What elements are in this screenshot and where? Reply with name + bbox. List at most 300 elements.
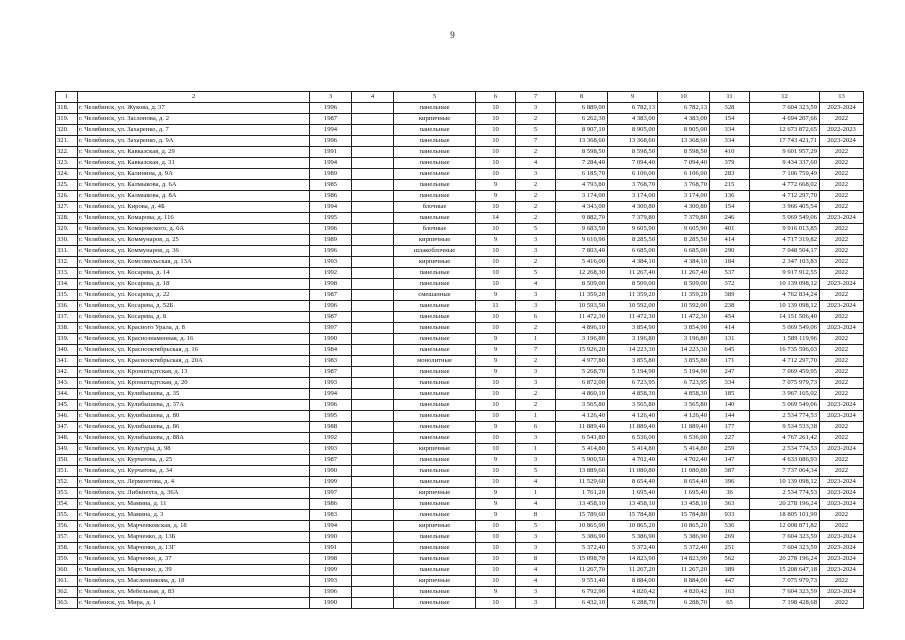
living-area-cell: 3 196,80 [608,334,658,345]
address-cell: г. Челябинск, ул. Мамина, д. 11 [78,499,310,510]
address-cell: г. Челябинск, ул. Кулибышева, д. 86 [78,422,310,433]
total-area-cell: 4 126,40 [556,411,608,422]
table-row [56,180,864,191]
address-cell: г. Челябинск, ул. Комаровского, д. 6А [78,224,310,235]
residents-cell: 215 [710,180,750,191]
residential-area-cell: 10 592,00 [658,301,710,312]
num-cell: 326. [56,191,78,202]
cost-cell: 10 139 098,12 [750,279,820,290]
table-row [56,301,864,312]
num-cell: 338. [56,323,78,334]
table-row [56,169,864,180]
residents-cell: 334 [710,125,750,136]
living-area-cell: 8 509,00 [608,279,658,290]
num-cell: 350. [56,455,78,466]
residents-cell: 379 [710,158,750,169]
total-area-cell: 6 872,00 [556,378,608,389]
entrances-cell: 3 [516,246,556,257]
period-cell: 2023-2024 [820,477,864,488]
residents-cell: 171 [710,356,750,367]
header-cell-13: 13 [820,92,864,103]
table-row [56,191,864,202]
floors-cell: 10 [476,521,516,532]
period-cell: 2022 [820,510,864,521]
table-row [56,136,864,147]
period-cell: 2022 [820,598,864,609]
blank-cell [352,114,394,125]
cost-cell: 2 534 774,53 [750,444,820,455]
num-cell: 324. [56,169,78,180]
num-cell: 357. [56,532,78,543]
entrances-cell: 3 [516,433,556,444]
period-cell: 2022 [820,158,864,169]
residential-area-cell: 8 905,00 [658,125,710,136]
residential-area-cell: 11 267,40 [658,268,710,279]
total-area-cell: 11 529,60 [556,477,608,488]
floors-cell: 9 [476,345,516,356]
floors-cell: 10 [476,444,516,455]
num-cell: 318. [56,103,78,114]
period-cell: 2023-2024 [820,565,864,576]
blank-cell [352,587,394,598]
residents-cell: 414 [710,323,750,334]
year-cell: 1995 [310,411,352,422]
total-area-cell: 5 268,70 [556,367,608,378]
wall-material-cell: панельные [394,466,476,477]
cost-cell: 10 139 098,12 [750,477,820,488]
address-cell: г. Челябинск, ул. Заслонова, д. 2 [78,114,310,125]
blank-cell [352,301,394,312]
year-cell: 1989 [310,235,352,246]
header-cell-8: 8 [556,92,608,103]
living-area-cell: 14 223,30 [608,345,658,356]
year-cell: 1990 [310,532,352,543]
residential-area-cell: 3 854,90 [658,323,710,334]
num-cell: 334. [56,279,78,290]
num-cell: 347. [56,422,78,433]
year-cell: 1990 [310,598,352,609]
address-cell: г. Челябинск, ул. Коммунаров, д. 25 [78,235,310,246]
entrances-cell: 5 [516,125,556,136]
wall-material-cell: панельные [394,180,476,191]
period-cell: 2023-2024 [820,554,864,565]
table-row [56,356,864,367]
table-row [56,147,864,158]
period-cell: 2022 [820,356,864,367]
year-cell: 1998 [310,279,352,290]
num-cell: 337. [56,312,78,323]
wall-material-cell: панельные [394,312,476,323]
header-cell-9: 9 [608,92,658,103]
entrances-cell: 8 [516,554,556,565]
period-cell: 2022 [820,224,864,235]
total-area-cell: 6 262,30 [556,114,608,125]
residential-area-cell: 14 823,90 [658,554,710,565]
total-area-cell: 5 900,50 [556,455,608,466]
residential-area-cell: 7 094,40 [658,158,710,169]
residents-cell: 65 [710,598,750,609]
address-cell: г. Челябинск, ул. Красноoктябрьская, д. 16 [78,345,310,356]
period-cell: 2022 [820,114,864,125]
num-cell: 361. [56,576,78,587]
num-cell: 344. [56,389,78,400]
address-cell: г. Челябинск, ул. Краснознаменная, д. 16 [78,334,310,345]
blank-cell [352,378,394,389]
floors-cell: 10 [476,378,516,389]
entrances-cell: 3 [516,532,556,543]
living-area-cell: 11 267,20 [608,565,658,576]
table-row [56,279,864,290]
residential-area-cell: 4 300,80 [658,202,710,213]
floors-cell: 10 [476,400,516,411]
address-cell: г. Челябинск, ул. Кавказская, д. 31 [78,158,310,169]
period-cell: 2022 [820,367,864,378]
cost-cell: 2 347 103,83 [750,257,820,268]
wall-material-cell: панельные [394,411,476,422]
header-cell-5: 5 [394,92,476,103]
wall-material-cell: кирпичные [394,257,476,268]
wall-material-cell: кирпичные [394,521,476,532]
cost-cell: 5 069 549,06 [750,213,820,224]
table-row [56,334,864,345]
residents-cell: 387 [710,466,750,477]
blank-cell [352,367,394,378]
floors-cell: 9 [476,455,516,466]
residential-area-cell: 5 414,80 [658,444,710,455]
entrances-cell: 2 [516,257,556,268]
living-area-cell: 10 865,20 [608,521,658,532]
period-cell: 2022-2023 [820,125,864,136]
cost-cell: 5 069 549,06 [750,400,820,411]
year-cell: 1996 [310,136,352,147]
entrances-cell: 5 [516,466,556,477]
blank-cell [352,323,394,334]
table-row [56,499,864,510]
num-cell: 354. [56,499,78,510]
table-row [56,158,864,169]
living-area-cell: 7 379,80 [608,213,658,224]
wall-material-cell: кирпичные [394,488,476,499]
floors-cell: 10 [476,411,516,422]
period-cell: 2023-2024 [820,444,864,455]
table-row [56,411,864,422]
period-cell: 2022 [820,235,864,246]
residents-cell: 290 [710,246,750,257]
address-cell: г. Челябинск, ул. Калинина, д. 9А [78,169,310,180]
living-area-cell: 13 368,60 [608,136,658,147]
total-area-cell: 13 458,10 [556,499,608,510]
num-cell: 359. [56,554,78,565]
year-cell: 1987 [310,455,352,466]
living-area-cell: 8 905,00 [608,125,658,136]
living-area-cell: 11 267,40 [608,268,658,279]
entrances-cell: 5 [516,268,556,279]
residential-area-cell: 10 865,20 [658,521,710,532]
wall-material-cell: панельные [394,191,476,202]
living-area-cell: 5 372,40 [608,543,658,554]
table-row [56,565,864,576]
entrances-cell: 3 [516,290,556,301]
table-row [56,510,864,521]
table-row [56,554,864,565]
address-cell: г. Челябинск, ул. Косарева, д. 14 [78,268,310,279]
wall-material-cell: панельные [394,543,476,554]
living-area-cell: 3 174,00 [608,191,658,202]
entrances-cell: 2 [516,191,556,202]
year-cell: 1984 [310,345,352,356]
entrances-cell: 4 [516,279,556,290]
table-row [56,323,864,334]
wall-material-cell: панельные [394,455,476,466]
year-cell: 1995 [310,213,352,224]
total-area-cell: 11 359,20 [556,290,608,301]
blank-cell [352,565,394,576]
residents-cell: 389 [710,290,750,301]
num-cell: 325. [56,180,78,191]
entrances-cell: 2 [516,389,556,400]
year-cell: 1993 [310,378,352,389]
residents-cell: 185 [710,389,750,400]
year-cell: 1994 [310,125,352,136]
residents-cell: 363 [710,499,750,510]
blank-cell [352,389,394,400]
total-area-cell: 7 803,40 [556,246,608,257]
address-cell: г. Челябинск, ул. Калмыкова, д. 8А [78,191,310,202]
entrances-cell: 6 [516,422,556,433]
blank-cell [352,532,394,543]
residential-area-cell: 11 080,80 [658,466,710,477]
cost-cell: 17 743 421,71 [750,136,820,147]
floors-cell: 9 [476,356,516,367]
living-area-cell: 4 820,42 [608,587,658,598]
address-cell: г. Челябинск, ул. Косарева, д. 52Б [78,301,310,312]
num-cell: 336. [56,301,78,312]
housing-table [55,91,864,609]
floors-cell: 10 [476,246,516,257]
residents-cell: 147 [710,455,750,466]
residential-area-cell: 8 598,50 [658,147,710,158]
residential-area-cell: 11 472,30 [658,312,710,323]
table-row [56,477,864,488]
cost-cell: 4 762 834,24 [750,290,820,301]
residents-cell: 328 [710,103,750,114]
residents-cell: 454 [710,312,750,323]
num-cell: 345. [56,400,78,411]
residents-cell: 389 [710,565,750,576]
total-area-cell: 4 343,00 [556,202,608,213]
year-cell: 1985 [310,180,352,191]
residential-area-cell: 5 194,90 [658,367,710,378]
residents-cell: 154 [710,114,750,125]
cost-cell: 9 434 337,60 [750,158,820,169]
num-cell: 360. [56,565,78,576]
table-row [56,521,864,532]
total-area-cell: 9 610,90 [556,235,608,246]
total-area-cell: 8 509,00 [556,279,608,290]
num-cell: 340. [56,345,78,356]
num-cell: 323. [56,158,78,169]
entrances-cell: 2 [516,202,556,213]
year-cell: 1993 [310,257,352,268]
num-cell: 351. [56,466,78,477]
residential-area-cell: 9 605,90 [658,224,710,235]
period-cell: 2023-2024 [820,103,864,114]
entrances-cell: 3 [516,235,556,246]
living-area-cell: 1 695,40 [608,488,658,499]
num-cell: 332. [56,257,78,268]
year-cell: 1987 [310,290,352,301]
header-cell-1: 1 [56,92,78,103]
blank-cell [352,455,394,466]
residential-area-cell: 4 858,30 [658,389,710,400]
num-cell: 319. [56,114,78,125]
period-cell: 2022 [820,191,864,202]
address-cell: г. Челябинск, ул. Кирова, д. 4Б [78,202,310,213]
residential-area-cell: 4 126,40 [658,411,710,422]
residential-area-cell: 5 386,90 [658,532,710,543]
cost-cell: 3 967 165,02 [750,389,820,400]
address-cell: г. Челябинск, ул. Марченко, д. 37 [78,554,310,565]
residential-area-cell: 8 285,50 [658,235,710,246]
address-cell: г. Челябинск, ул. Кулибышева, д. 35 [78,389,310,400]
cost-cell: 7 075 979,73 [750,378,820,389]
table-row [56,598,864,609]
period-cell: 2023-2024 [820,136,864,147]
year-cell: 1987 [310,367,352,378]
page-number: 9 [450,30,455,40]
blank-cell [352,598,394,609]
year-cell: 1983 [310,510,352,521]
residential-area-cell: 3 196,80 [658,334,710,345]
blank-cell [352,202,394,213]
floors-cell: 10 [476,125,516,136]
blank-cell [352,213,394,224]
year-cell: 1989 [310,169,352,180]
wall-material-cell: панельные [394,268,476,279]
total-area-cell: 15 926,20 [556,345,608,356]
cost-cell: 10 139 098,12 [750,301,820,312]
cost-cell: 7 604 323,59 [750,532,820,543]
residential-area-cell: 4 702,40 [658,455,710,466]
cost-cell: 7 069 459,95 [750,367,820,378]
cost-cell: 4 767 261,42 [750,433,820,444]
entrances-cell: 1 [516,488,556,499]
num-cell: 348. [56,433,78,444]
blank-cell [352,411,394,422]
residents-cell: 410 [710,147,750,158]
residents-cell: 140 [710,400,750,411]
year-cell: 1983 [310,356,352,367]
period-cell: 2022 [820,455,864,466]
year-cell: 1986 [310,191,352,202]
residential-area-cell: 4 820,42 [658,587,710,598]
floors-cell: 10 [476,543,516,554]
floors-cell: 10 [476,103,516,114]
total-area-cell: 5 414,80 [556,444,608,455]
num-cell: 321. [56,136,78,147]
header-cell-12: 12 [750,92,820,103]
total-area-cell: 3 565,80 [556,400,608,411]
period-cell: 2023-2024 [820,543,864,554]
year-cell: 1993 [310,576,352,587]
entrances-cell: 3 [516,587,556,598]
entrances-cell: 7 [516,345,556,356]
residential-area-cell: 6 723,95 [658,378,710,389]
table-row [56,114,864,125]
num-cell: 358. [56,543,78,554]
wall-material-cell: панельные [394,158,476,169]
table-row [56,312,864,323]
table-row [56,268,864,279]
residents-cell: 136 [710,191,750,202]
floors-cell: 9 [476,191,516,202]
year-cell: 1992 [310,433,352,444]
entrances-cell: 5 [516,521,556,532]
cost-cell: 4 717 319,82 [750,235,820,246]
cost-cell: 7 106 759,49 [750,169,820,180]
address-cell: г. Челябинск, ул. Косарева, д. 22 [78,290,310,301]
year-cell: 1986 [310,499,352,510]
residents-cell: 396 [710,477,750,488]
living-area-cell: 10 592,00 [608,301,658,312]
address-cell: г. Челябинск, ул. Косарева, д. 18 [78,279,310,290]
blank-cell [352,169,394,180]
table-row [56,422,864,433]
floors-cell: 9 [476,488,516,499]
living-area-cell: 6 106,00 [608,169,658,180]
residential-area-cell: 6 685,00 [658,246,710,257]
residents-cell: 247 [710,367,750,378]
total-area-cell: 10 865,90 [556,521,608,532]
blank-cell [352,235,394,246]
num-cell: 327. [56,202,78,213]
residents-cell: 414 [710,235,750,246]
period-cell: 2022 [820,389,864,400]
floors-cell: 9 [476,587,516,598]
wall-material-cell: панельные [394,400,476,411]
table-row [56,466,864,477]
residential-area-cell: 13 368,60 [658,136,710,147]
residential-area-cell: 4 384,10 [658,257,710,268]
living-area-cell: 5 194,90 [608,367,658,378]
cost-cell: 7 737 064,34 [750,466,820,477]
living-area-cell: 4 126,40 [608,411,658,422]
period-cell: 2023-2024 [820,587,864,598]
entrances-cell: 1 [516,444,556,455]
entrances-cell: 3 [516,103,556,114]
period-cell: 2023-2024 [820,279,864,290]
living-area-cell: 15 784,80 [608,510,658,521]
blank-cell [352,422,394,433]
floors-cell: 10 [476,576,516,587]
residential-area-cell: 6 288,70 [658,598,710,609]
address-cell: г. Челябинск, ул. Жукова, д. 37 [78,103,310,114]
blank-cell [352,488,394,499]
residents-cell: 447 [710,576,750,587]
total-area-cell: 3 196,80 [556,334,608,345]
address-cell: г. Челябинск, ул. Марченко, д. 39 [78,565,310,576]
living-area-cell: 3 768,70 [608,180,658,191]
living-area-cell: 5 386,90 [608,532,658,543]
num-cell: 339. [56,334,78,345]
total-area-cell: 4 896,10 [556,323,608,334]
entrances-cell: 2 [516,180,556,191]
blank-cell [352,290,394,301]
blank-cell [352,543,394,554]
floors-cell: 10 [476,202,516,213]
entrances-cell: 2 [516,400,556,411]
address-cell: г. Челябинск, ул. Мамина, д. 3 [78,510,310,521]
